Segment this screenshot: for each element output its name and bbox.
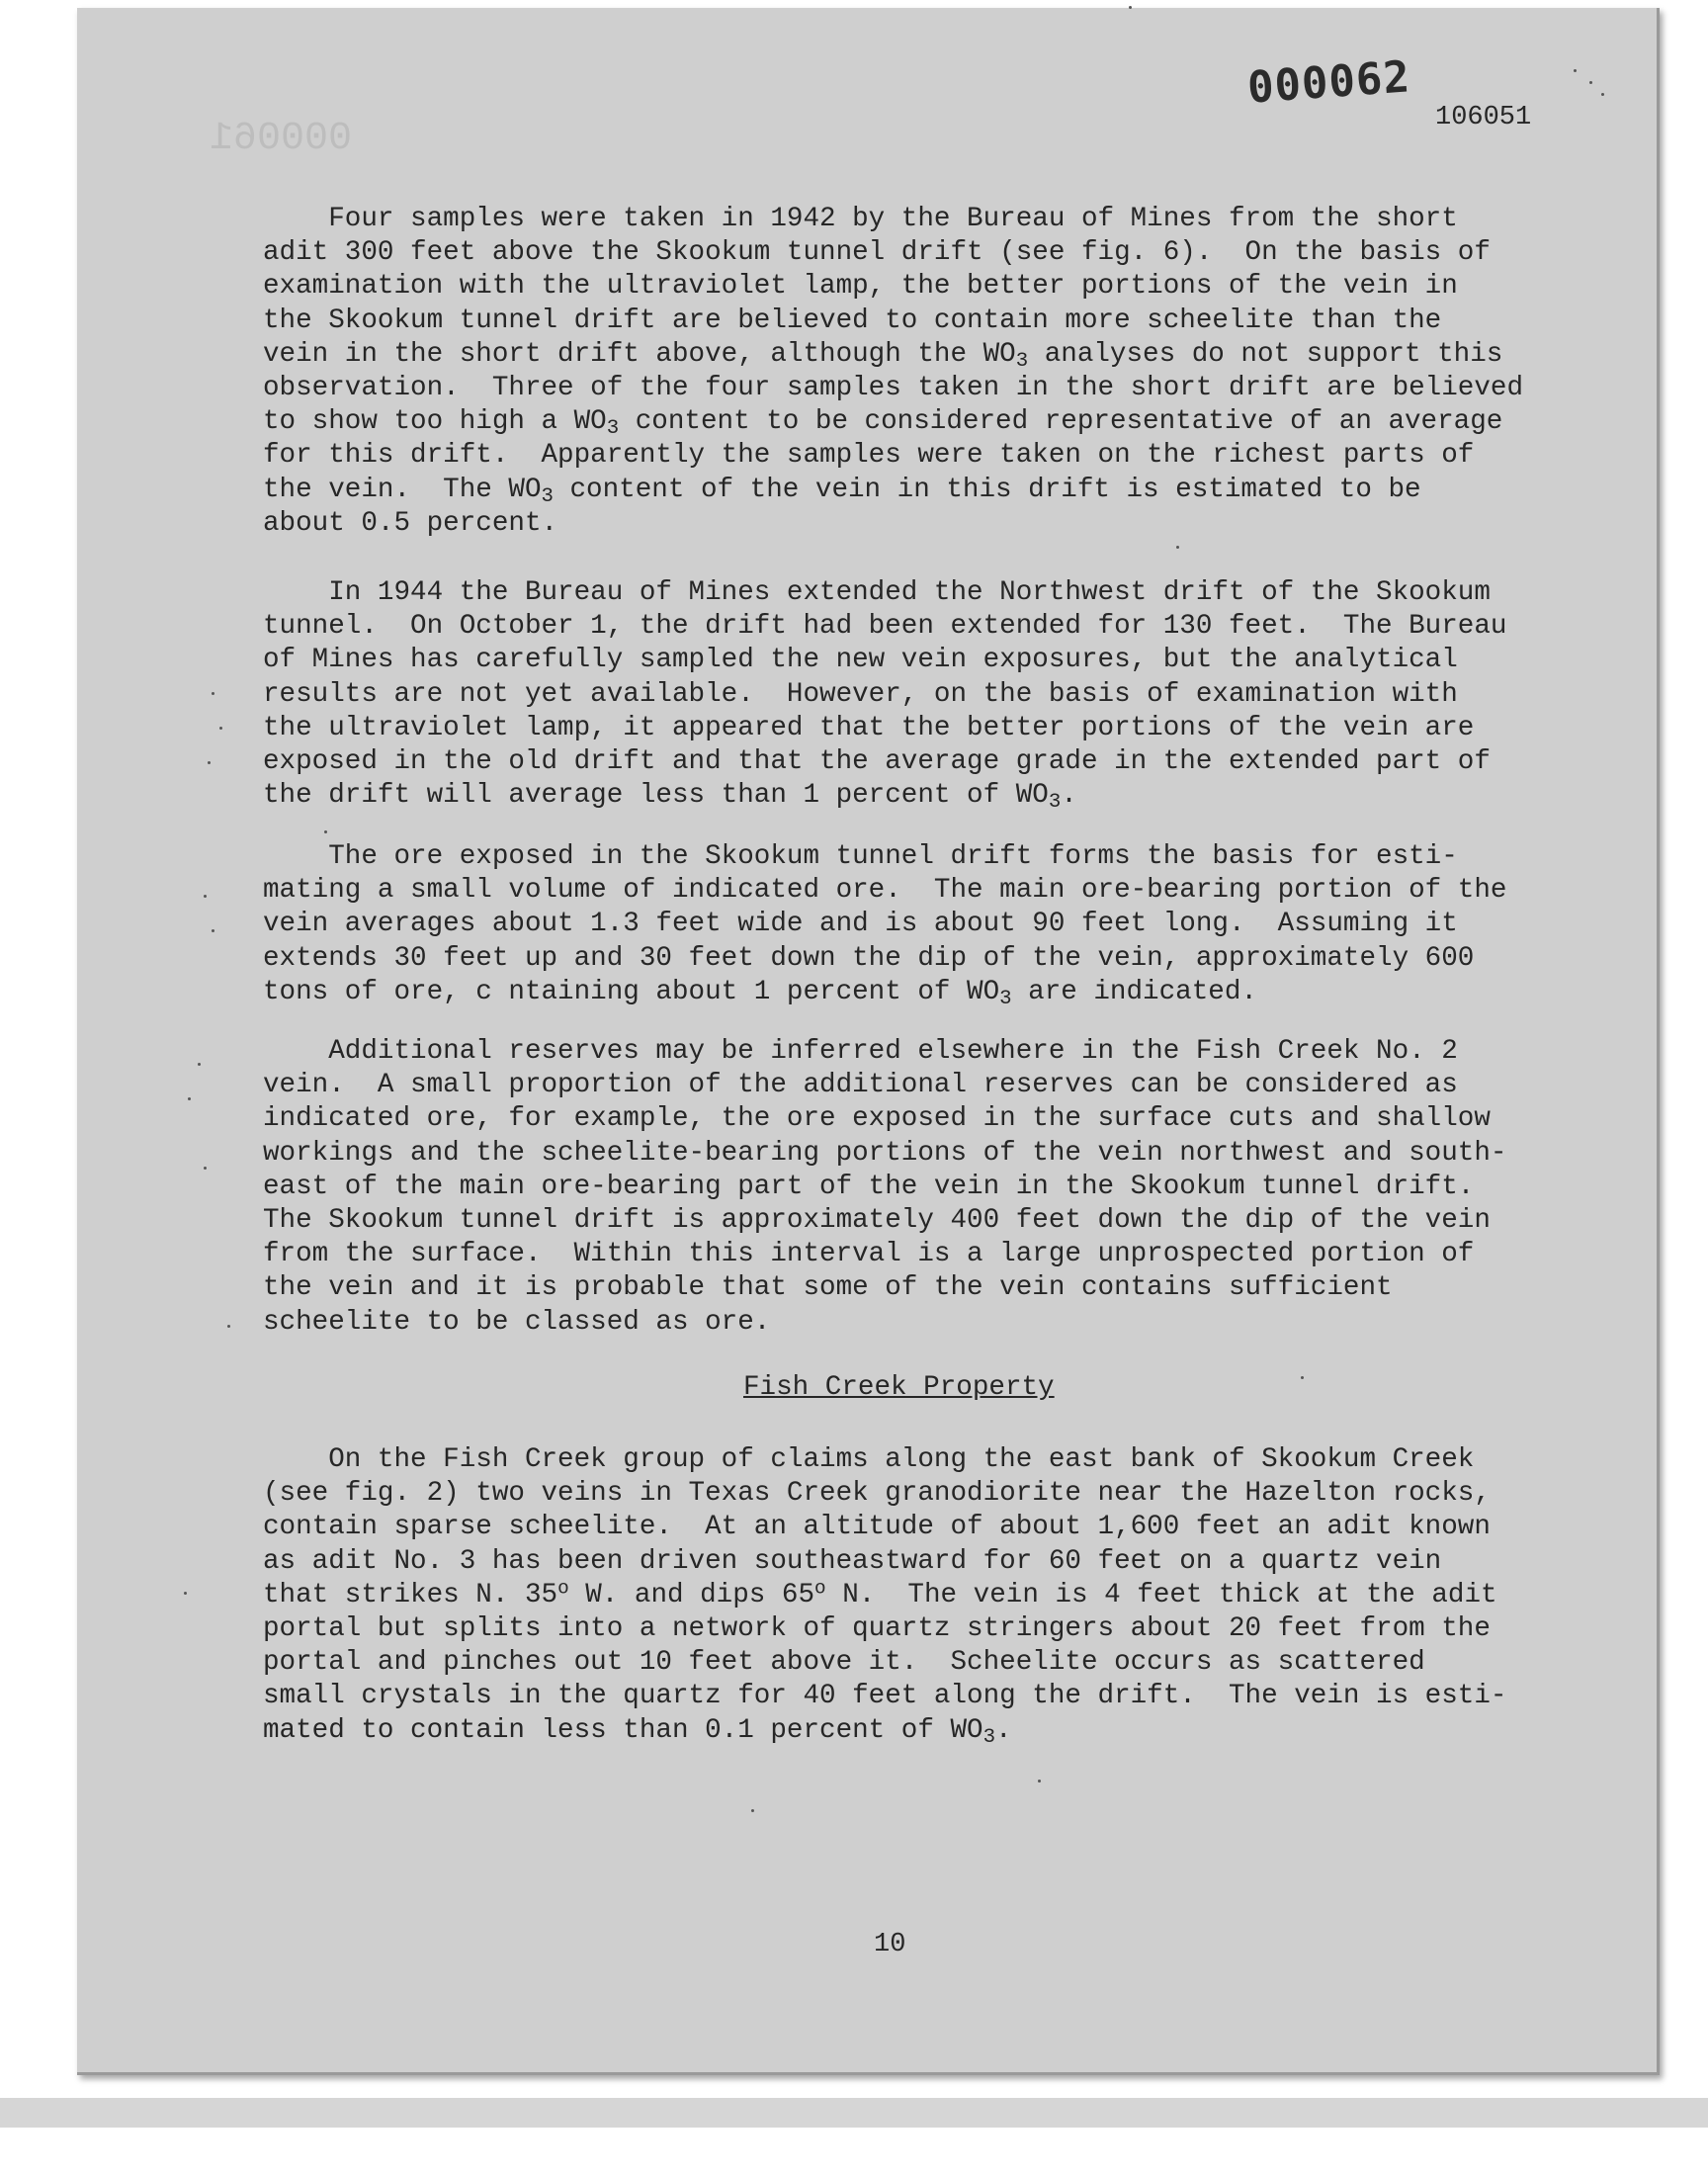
text-line: Additional reserves may be inferred elsewhere in the Fish Creek No. 2	[263, 1036, 1458, 1067]
text-line: to show too high a $WO_3$ content to be considered representative of an average	[263, 406, 1503, 441]
text-line: for this drift. Apparently the samples were taken on the richest parts of	[263, 440, 1475, 472]
text-line: the vein and it is probable that some of the vein contains sufficient	[263, 1272, 1393, 1304]
text-line: exposed in the old drift and that the average grade in the extended part of	[263, 746, 1491, 778]
text-line: indicated ore, for example, the ore exposed in the surface cuts and shallow	[263, 1103, 1491, 1135]
text-line: from the surface. Within this interval is a large unprospected portion of	[263, 1239, 1475, 1270]
text-line: On the Fish Creek group of claims along the east bank of Skookum Creek	[263, 1444, 1475, 1475]
paragraph-fish-creek-property	[263, 1443, 1548, 1748]
text-line: examination with the ultraviolet lamp, the better portions of the vein in	[263, 271, 1458, 303]
text-line: portal but splits into a network of quartz stringers about 20 feet from the	[263, 1613, 1491, 1645]
text-line: mating a small volume of indicated ore. The main ore-bearing portion of the	[263, 875, 1507, 907]
text-line: vein in the short drift above, although the $WO_3$ analyses do not support this	[263, 338, 1503, 373]
text-line: small crystals in the quartz for 40 feet along the drift. The vein is esti-	[263, 1681, 1507, 1712]
text-line: tunnel. On October 1, the drift had been extended for 130 feet. The Bureau	[263, 611, 1507, 643]
text-line: mated to contain less than 0.1 percent of $WO_3$.	[263, 1714, 1012, 1749]
text-line: contain sparse scheelite. At an altitude of about 1,600 feet an adit known	[263, 1512, 1491, 1543]
text-line: portal and pinches out 10 feet above it. Scheelite occurs as scattered	[263, 1647, 1425, 1679]
text-line: vein averages about 1.3 feet wide and is about 90 feet long. Assuming it	[263, 909, 1458, 940]
text-line: extends 30 feet up and 30 feet down the dip of the vein, approximately 600	[263, 942, 1475, 974]
section-heading: Fish Creek Property	[743, 1372, 1055, 1403]
text-line: the Skookum tunnel drift are believed to contain more scheelite than the	[263, 304, 1442, 336]
text-line: as adit No. 3 has been driven southeastward for 60 feet on a quartz vein	[263, 1545, 1442, 1577]
text-line: adit 300 feet above the Skookum tunnel drift (see fig. 6). On the basis of	[263, 237, 1491, 269]
text-line: east of the main ore-bearing part of the vein in the Skookum tunnel drift.	[263, 1171, 1475, 1202]
text-line: the ultraviolet lamp, it appeared that the better portions of the vein are	[263, 712, 1475, 743]
text-line: vein. A small proportion of the additional reserves can be considered as	[263, 1070, 1458, 1101]
text-line: Four samples were taken in 1942 by the Bureau of Mines from the short	[263, 204, 1458, 234]
paragraph-skookum-samples	[263, 203, 1548, 541]
page-number: 10	[874, 1930, 906, 1959]
text-line: In 1944 the Bureau of Mines extended the Northwest drift of the Skookum	[263, 577, 1491, 608]
paragraph-northwest-drift	[263, 576, 1548, 813]
text-line: the drift will average less than 1 percent of $WO_3$.	[263, 780, 1077, 815]
text-line: of Mines has carefully sampled the new vein exposures, but the analytical	[263, 645, 1458, 676]
text-line: tons of ore, c ntaining about 1 percent of $WO_3$ are indicated.	[263, 976, 1257, 1010]
faded-stamp-number: 000061	[210, 117, 353, 161]
text-line: results are not yet available. However, on the basis of examination with	[263, 678, 1458, 710]
paragraph-additional-reserves	[263, 1035, 1548, 1340]
text-line: The ore exposed in the Skookum tunnel drift forms the basis for esti-	[263, 841, 1458, 872]
text-line: about 0.5 percent.	[263, 507, 558, 539]
text-line: (see fig. 2) two veins in Texas Creek granodiorite near the Hazelton rocks,	[263, 1478, 1491, 1510]
text-line: that strikes N. 35$^o$ W. and dips 65$^o$ N. The vein is 4 feet thick at the adit	[263, 1577, 1497, 1610]
text-line: the vein. The $WO_3$ content of the vein in this drift is estimated to be	[263, 474, 1421, 508]
text-line: workings and the scheelite-bearing portions of the vein northwest and south-	[263, 1137, 1507, 1169]
paragraph-indicated-ore	[263, 840, 1548, 1009]
document-id: 106051	[1435, 103, 1532, 132]
text-line: The Skookum tunnel drift is approximately 400 feet down the dip of the vein	[263, 1205, 1491, 1237]
text-line: scheelite to be classed as ore.	[263, 1306, 771, 1338]
page-bottom-margin	[0, 2098, 1708, 2128]
text-line: observation. Three of the four samples taken in the short drift are believed	[263, 373, 1524, 404]
stamp-number: 000062	[1245, 51, 1412, 114]
